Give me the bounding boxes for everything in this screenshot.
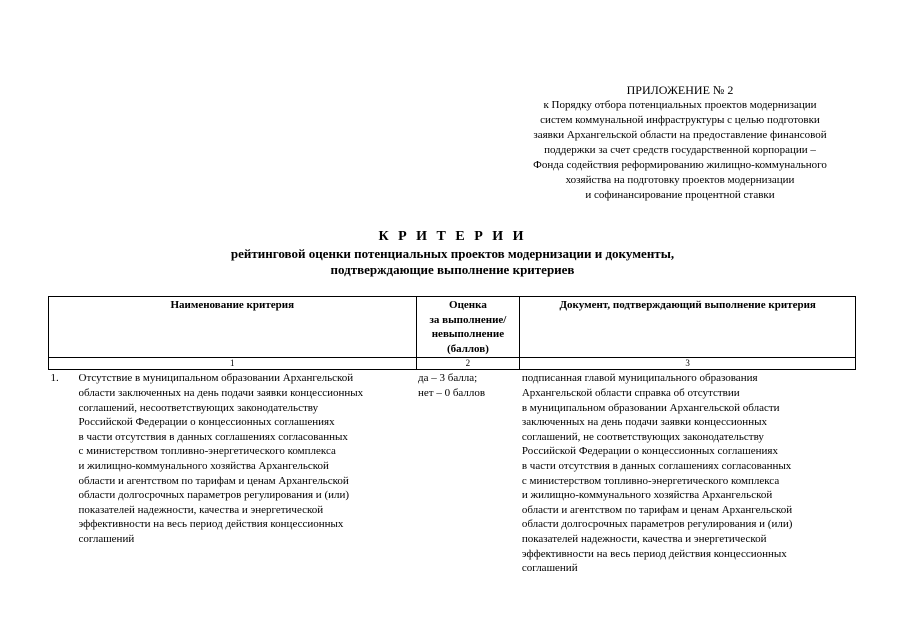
appendix-line: заявки Архангельской области на предоставление финансовой [533, 129, 827, 141]
header-document: Документ, подтверждающий выполнение критерия [520, 297, 856, 358]
appendix-line: к Порядку отбора потенциальных проектов модернизации [543, 99, 817, 111]
row-number: 1. [50, 372, 59, 385]
appendix-line: хозяйства на подготовку проектов модернизации [565, 174, 795, 186]
appendix-line: Фонда содействия реформированию жилищно-коммунального [533, 159, 827, 171]
criterion-cell [49, 370, 417, 577]
document-cell: подписанная главой муниципального образования Архангельской области справка об отсутствии в муниципальном образовании Архангельской области заключенных на день подачи заявки концессионных соглашений, не соответствующих законодательству Российской Федерации о концессионных соглашениях в части отсутствия в данных соглашениях согласованных с министерством топливно-энергетического комплекса и жилищно-коммунального хозяйства Архангельской области и агентством по тарифам и ценам Архангельской области долгосрочных параметров регулирования и (или) показателей надежности, качества и энергетической эффективности на весь период действия концессионных соглашений [521, 372, 793, 575]
title-main: К Р И Т Е Р И И [378, 229, 527, 244]
column-number: 2 [416, 358, 520, 370]
criterion-text: Отсутствие в муниципальном образовании Архангельской области заключенных на день подачи заявки концессионных соглашений, несоответствующих законодательству Российской Федерации о концессионных соглашениях в части отсутствия в данных соглашениях согласованных с министерством топливно-энергетического комплекса и жилищно-коммунального хозяйства Архангельской области и агентством по тарифам и ценам Архангельской области долгосрочных параметров регулирования и (или) показателей надежности, качества и энергетической эффективности на весь период действия концессионных соглашений [78, 372, 364, 545]
appendix-block [500, 82, 860, 203]
title-subtitle-line-2: подтверждающие выполнение критериев [330, 262, 575, 277]
column-number-row [49, 358, 856, 370]
document-title [0, 228, 905, 278]
score-cell: да – 3 балла; нет – 0 баллов [418, 372, 486, 399]
table-header-row [49, 297, 856, 358]
column-number: 3 [520, 358, 856, 370]
criteria-table [48, 296, 856, 577]
appendix-heading: ПРИЛОЖЕНИЕ № 2 [626, 83, 734, 97]
header-score: Оценка за выполнение/ невыполнение (баллов) [416, 297, 520, 358]
appendix-line: и софинансирование процентной ставки [585, 189, 775, 201]
table-row [49, 370, 856, 577]
header-criterion-name: Наименование критерия [49, 297, 417, 358]
appendix-line: поддержки за счет средств государственной корпорации – [544, 144, 816, 156]
column-number: 1 [49, 358, 417, 370]
appendix-line: систем коммунальной инфраструктуры с целью подготовки [540, 114, 820, 126]
title-subtitle-line-1: рейтинговой оценки потенциальных проектов модернизации и документы, [230, 246, 675, 261]
